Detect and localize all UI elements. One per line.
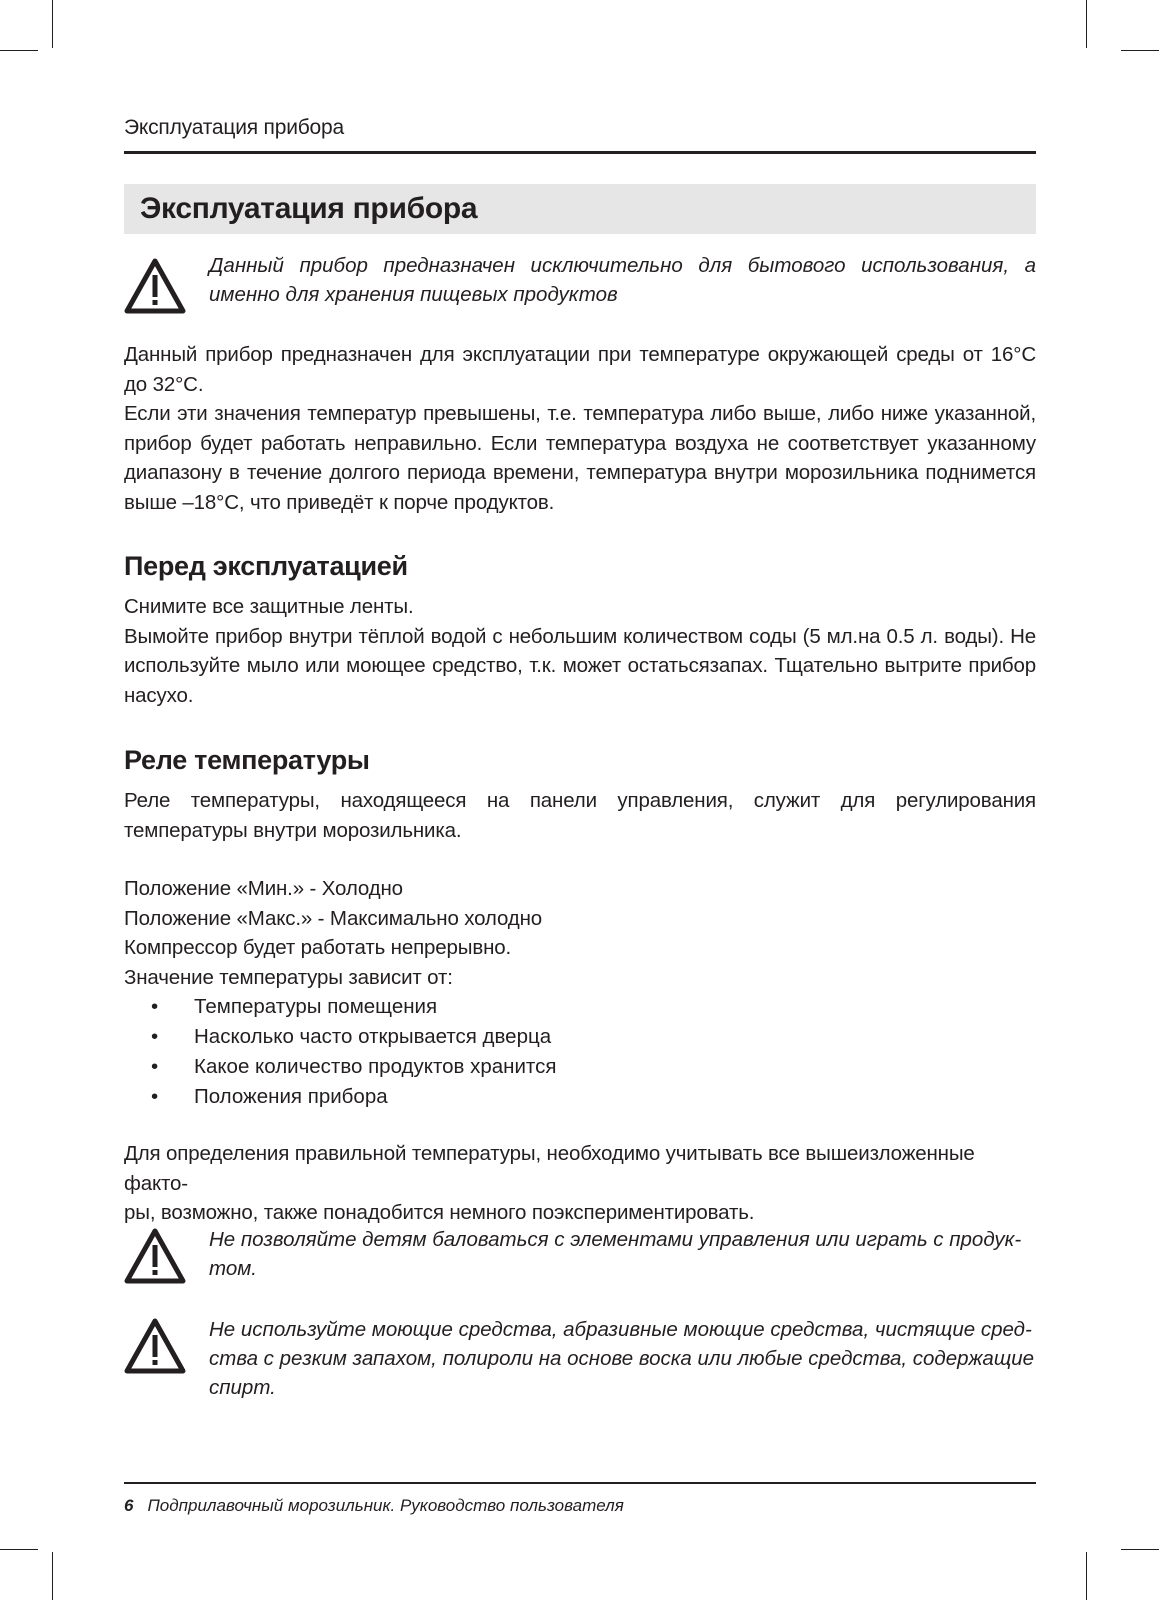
text-line: том.	[209, 1257, 257, 1280]
crop-mark	[52, 0, 53, 48]
crop-mark	[1086, 0, 1087, 48]
crop-mark	[1086, 1552, 1087, 1600]
warning-triangle-icon	[124, 1228, 186, 1284]
header-rule	[124, 151, 1036, 154]
bullet-marker: •	[151, 1025, 159, 1048]
subheading-thermostat: Реле температуры	[124, 745, 370, 775]
text-line: Значение температуры зависит от:	[124, 965, 453, 989]
bullet-marker: •	[151, 1085, 159, 1108]
crop-mark	[1121, 1549, 1159, 1550]
intro-paragraphs	[124, 340, 1036, 517]
bullet-marker: •	[151, 1055, 159, 1078]
footer-title: Подприлавочный морозильник. Руководство пользователя	[147, 1496, 624, 1515]
list-item-text: Какое количество продуктов хранится	[194, 1055, 557, 1078]
list-item-text: Насколько часто открывается дверца	[194, 1025, 552, 1048]
warning-text	[209, 1315, 1036, 1402]
text-line: ры, возможно, также понадобится немного поэкспериментировать.	[124, 1201, 755, 1224]
list-item-text: Температуры помещения	[194, 995, 438, 1018]
list-item-text: Положения прибора	[194, 1085, 388, 1108]
text-line: Не позволяйте детям баловаться с элементами управления или играть с продук-	[209, 1228, 1022, 1251]
text-line: Положение «Мин.» - Холодно	[124, 877, 403, 900]
text-line: Положение «Макс.» - Максимально холодно	[124, 906, 543, 930]
section-title: Эксплуатация прибора	[140, 192, 478, 225]
thermostat-paragraph	[124, 786, 1036, 845]
body-text: Вымойте прибор внутри тёплой водой с небольшим количеством соды (5 мл.на 0.5 л. воды). Не используйте мыло или моющее средство, т.к. может остатьсязапах. Тщательно вытрите прибор насухо.	[124, 624, 1036, 707]
list-item	[124, 1052, 1036, 1082]
list-item	[124, 1082, 1036, 1112]
text-line: Для определения правильной температуры, необходимо учитывать все вышеизложенные факто-	[124, 1142, 975, 1195]
list-item	[124, 1022, 1036, 1052]
section-title-bar	[124, 184, 1036, 234]
crop-mark	[52, 1552, 53, 1600]
warning-text: Данный прибор предназначен исключительно для бытового использования, а именно для хранения пищевых продуктов	[209, 254, 1036, 306]
list-item	[124, 992, 1036, 1022]
page-footer	[124, 1496, 624, 1516]
page-number: 6	[124, 1496, 134, 1515]
body-text: Реле температуры, находящееся на панели управления, служит для регулирования температуры внутри морозильника.	[124, 789, 1036, 842]
before-use-paragraphs	[124, 592, 1036, 710]
running-header: Эксплуатация прибора	[124, 116, 344, 139]
crop-mark	[0, 1549, 38, 1550]
factor-list	[124, 992, 1036, 1112]
intro-text: Данный прибор предназначен для эксплуатации при температуре окружающей среды от 16°C до 32°C.	[124, 343, 1036, 396]
intro-text: Если эти значения температур превышены, т.е. температура либо выше, либо ниже указанной, прибор будет работать неправильно. Если температура воздуха не соответствует указанному диапазону в течение долгого периода времени, температура внутри морозильника поднимется выше –18°C, что приведёт к порче продуктов.	[124, 402, 1036, 514]
bullet-marker: •	[151, 995, 159, 1018]
footer-rule	[124, 1482, 1036, 1484]
crop-mark	[1121, 50, 1159, 51]
conclusion-paragraph	[124, 1139, 1036, 1228]
warning-triangle-icon	[124, 1318, 186, 1374]
text-line: Компрессор будет работать непрерывно.	[124, 936, 512, 959]
warning-text	[209, 1225, 1036, 1283]
text-line: ства с резким запахом, полироли на основе воска или любые средства, содержащие	[209, 1347, 1035, 1370]
body-text: Снимите все защитные ленты.	[124, 595, 414, 618]
warning-triangle-icon	[124, 258, 186, 314]
text-line: Не используйте моющие средства, абразивные моющие средства, чистящие сред-	[209, 1318, 1032, 1341]
crop-mark	[0, 50, 38, 51]
subheading-before-use: Перед эксплуатацией	[124, 551, 408, 581]
text-line: спирт.	[209, 1376, 276, 1399]
thermostat-lines	[124, 874, 1036, 992]
